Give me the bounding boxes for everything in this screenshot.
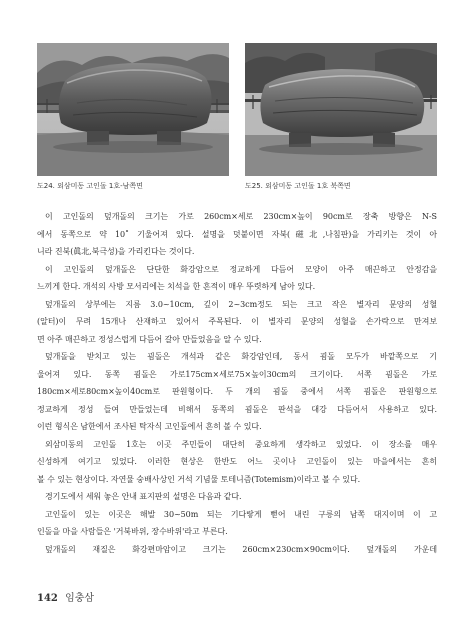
paragraph-7 — [37, 506, 437, 541]
text-line: 이 고인돌의 덮개돌의 크기는 가로 260cm×세로 230cm×높이 90cm로 장축 방향은 N-S — [45, 212, 437, 221]
author-name: 임충삼 — [65, 593, 95, 604]
text-line: 이런 형식은 남한에서 조사된 탁자식 고인돌에서 흔히 볼 수 있다. — [37, 422, 262, 431]
text-line: 울어져 있다. 동쪽 굄돌은 가로175cm×세로75×높이30cm의 크기이다. 서쪽 굄돌은 가로 — [37, 369, 437, 379]
text-line: 니라 진북(眞北,북극성)을 가리킨다는 것이다. — [37, 247, 195, 256]
figure-caption-24: 도24. 외삼미동 고인돌 1호-남쪽면 — [37, 182, 143, 190]
text-line: 인돌을 마을 사람들은 '거북바위, 장수바위'라고 부른다. — [37, 527, 228, 536]
paragraph-4 — [37, 348, 437, 436]
text-line: 덮개돌의 상부에는 지름 3.0~10cm, 깊이 2~3cm정도 되는 크고 작은 별자리 문양의 성혈 — [45, 299, 437, 309]
text-line: (알터)이 무려 15개나 산재하고 있어서 주목된다. 이 별자리 문양의 성혈을 손가락으로 만져보 — [37, 317, 437, 326]
figure-caption-25: 도25. 외삼미동 고인돌 1호 북쪽면 — [245, 182, 351, 190]
text-line: 180cm×세로80cm×높이40cm로 판원형이다. 두 개의 굄돌 중에서 서쪽 굄돌은 판원형으로 — [37, 387, 437, 396]
text-line: 볼 수 있는 현상이다. 자연물 숭배사상인 거석 기념물 토테니즘(Totemism)이라고 볼 수 있다. — [37, 474, 361, 484]
body-text — [37, 208, 437, 558]
text-line: 덮개돌을 받치고 있는 굄돌은 개석과 같은 화강암인데, 동서 굄돌 모두가 바깥쪽으로 기 — [45, 352, 437, 361]
text-line: 면 아주 매끈하고 정성스럽게 다듬어 갈아 만들었음을 알 수 있다. — [37, 334, 262, 344]
text-line: 신성하게 여기고 있었다. 이러한 현상은 한반도 어느 곳이나 고인돌이 있는 마을에서는 흔히 — [37, 457, 437, 466]
text-line: 고인돌이 있는 이곳은 해발 30~50m 되는 기다랗게 뻗어 내린 구릉의 남쪽 대지이며 이 고 — [45, 509, 437, 519]
page-number: 142 — [37, 593, 58, 604]
paragraph-6 — [37, 488, 437, 506]
text-line: 덮개돌의 재질은 화강편마암이고 크기는 260cm×230cm×90cm이다. 덮개돌의 가운데 — [45, 544, 437, 554]
paragraph-5 — [37, 436, 437, 489]
text-line: 느끼게 한다. 개석의 사방 모서리에는 치석을 한 흔적이 매우 뚜렷하게 남아 있다. — [37, 282, 316, 291]
text-line: 경기도에서 세워 놓은 안내 표지판의 설명은 다음과 같다. — [45, 492, 242, 501]
text-line: 이 고인돌의 덮개돌은 단단한 화강암으로 정교하게 다듬어 모양이 아주 매끈하고 안정감을 — [45, 264, 437, 274]
paragraph-8 — [37, 541, 437, 559]
page-footer — [37, 589, 94, 604]
paragraph-2 — [37, 261, 437, 296]
paragraph-1 — [37, 208, 437, 261]
dolmen-north-face-photo — [245, 43, 437, 176]
paragraph-3 — [37, 296, 437, 349]
text-line: 에서 동쪽으로 약 10˚ 기울어져 있다. 설명을 덧붙이면 자북(磁北,나침판)을 가리키는 것이 아 — [37, 229, 437, 239]
text-line: 외삼미동의 고인돌 1호는 이곳 주민들이 대단히 중요하게 생각하고 있었다. 이 장소를 매우 — [45, 439, 437, 449]
dolmen-south-face-photo — [37, 43, 229, 176]
text-line: 정교하게 정성 들여 만들었는데 비해서 동쪽의 굄돌은 판석을 대강 다듬어서 사용하고 있다. — [37, 404, 437, 414]
